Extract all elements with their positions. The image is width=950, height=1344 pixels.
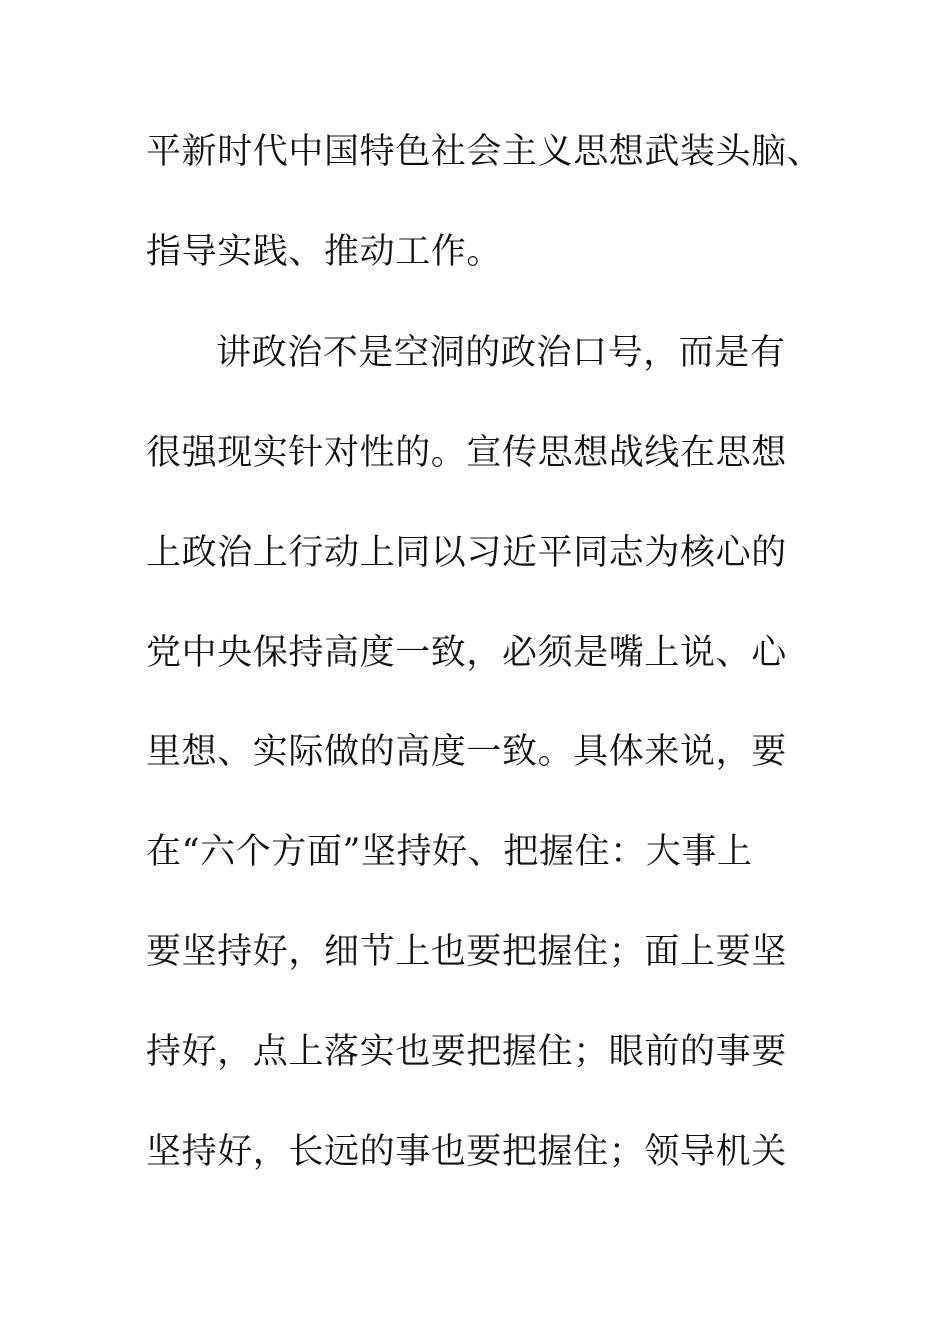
text-line: 党中央保持高度一致，必须是嘴上说、心	[146, 633, 787, 673]
paragraph-first-line: 讲政治不是空洞的政治口号，而是有	[216, 333, 786, 373]
text-line: 坚持好，长远的事也要把握住；领导机关	[146, 1132, 787, 1172]
text-line: 持好，点上落实也要把握住；眼前的事要	[146, 1032, 787, 1072]
text-line: 里想、实际做的高度一致。具体来说，要	[146, 732, 787, 772]
text-line: 很强现实针对性的。宣传思想战线在思想	[146, 433, 787, 473]
text-line: 平新时代中国特色社会主义思想武装头脑、	[146, 132, 823, 172]
text-line: 在“六个方面”坚持好、把握住：大事上	[146, 832, 753, 872]
text-line: 要坚持好，细节上也要把握住；面上要坚	[146, 932, 787, 972]
text-line: 指导实践、推动工作。	[146, 232, 503, 272]
text-line: 上政治上行动上同以习近平同志为核心的	[146, 533, 787, 573]
